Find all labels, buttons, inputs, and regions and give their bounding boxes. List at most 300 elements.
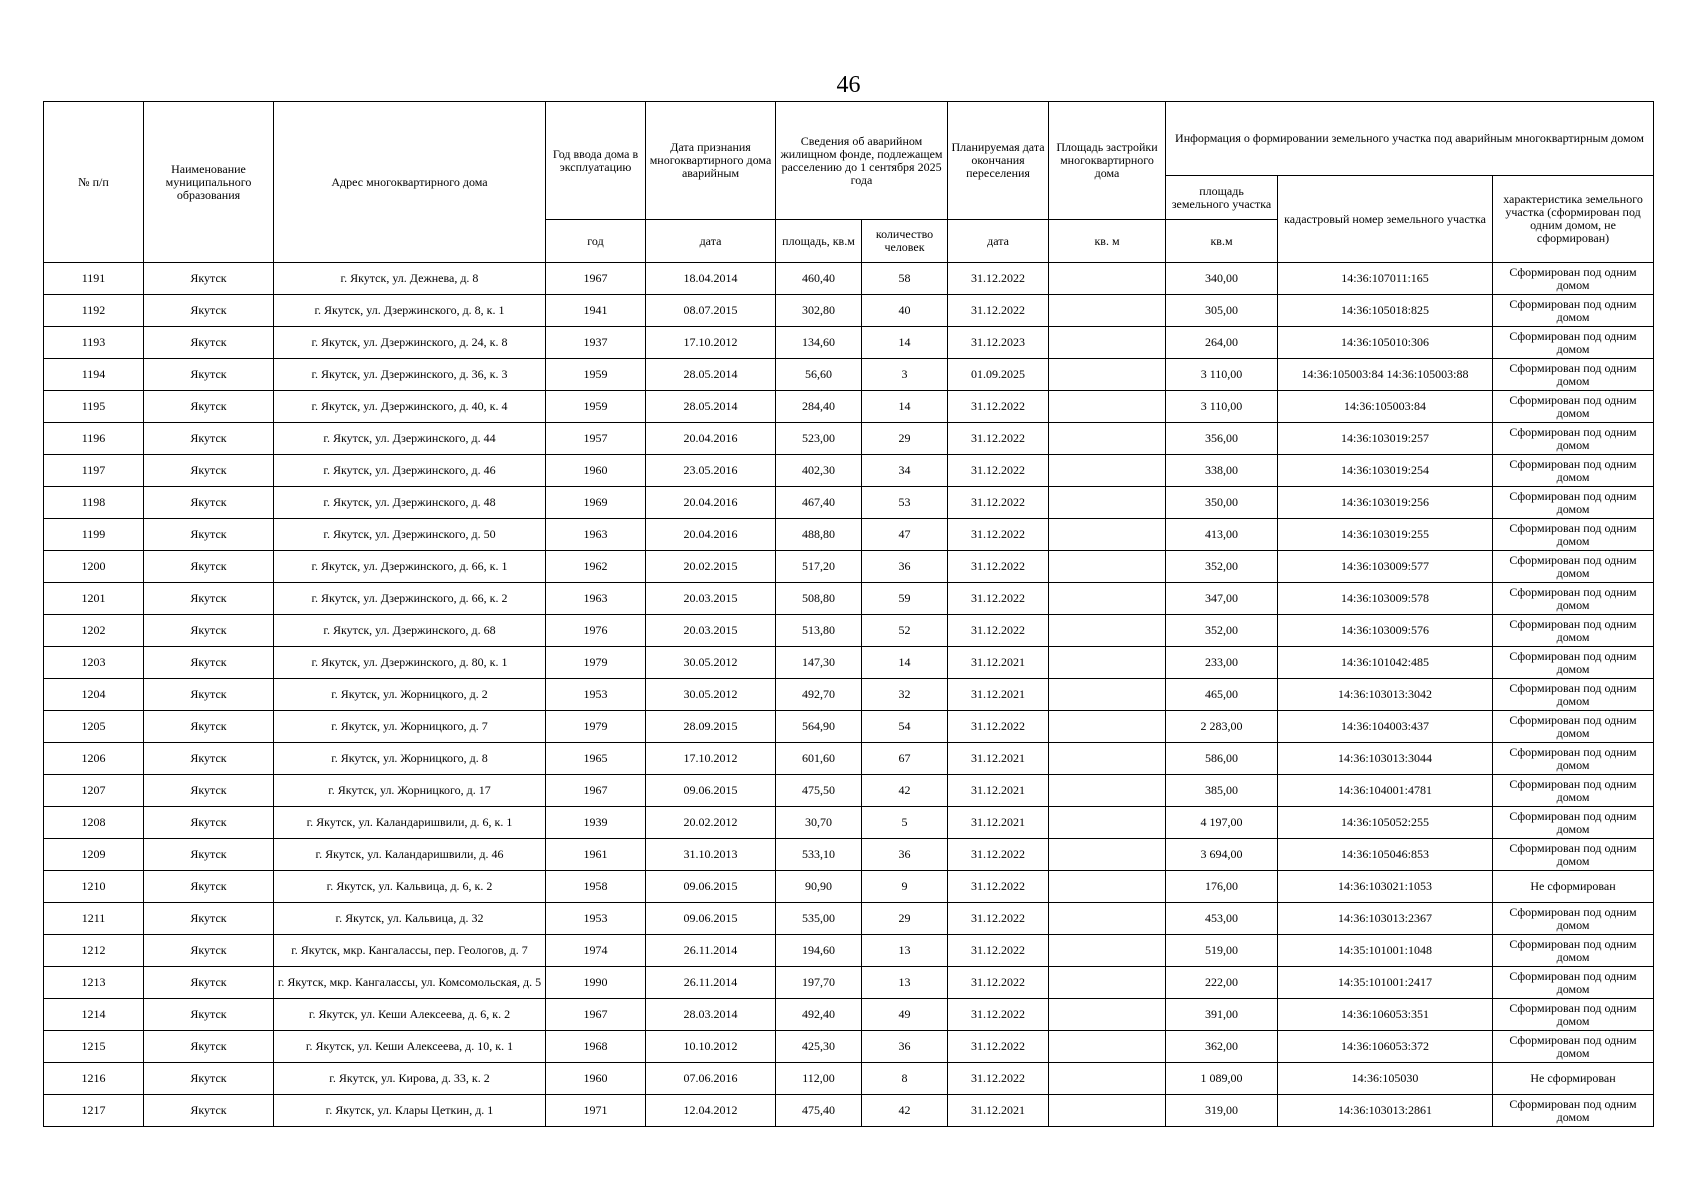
row-number: 1198 — [44, 487, 144, 519]
row-address: г. Якутск, ул. Жорницкого, д. 8 — [274, 743, 546, 775]
row-area: 488,80 — [776, 519, 862, 551]
row-planned-date: 31.12.2021 — [948, 807, 1049, 839]
row-number: 1197 — [44, 455, 144, 487]
row-planned-date: 31.12.2022 — [948, 391, 1049, 423]
row-people: 42 — [862, 1095, 948, 1127]
row-built-area — [1049, 967, 1166, 999]
table-row — [44, 679, 1654, 711]
row-year: 1960 — [546, 455, 646, 487]
row-built-area — [1049, 679, 1166, 711]
row-number: 1199 — [44, 519, 144, 551]
table-row — [44, 615, 1654, 647]
row-built-area — [1049, 519, 1166, 551]
row-municipality: Якутск — [144, 647, 274, 679]
row-built-area — [1049, 263, 1166, 295]
row-built-area — [1049, 647, 1166, 679]
row-area: 30,70 — [776, 807, 862, 839]
table-row — [44, 263, 1654, 295]
row-year: 1959 — [546, 359, 646, 391]
row-built-area — [1049, 871, 1166, 903]
row-area: 302,80 — [776, 295, 862, 327]
row-recognition-date: 28.09.2015 — [646, 711, 776, 743]
row-area: 535,00 — [776, 903, 862, 935]
row-cadastral-number: 14:36:104003:437 — [1278, 711, 1493, 743]
row-municipality: Якутск — [144, 583, 274, 615]
row-planned-date: 31.12.2022 — [948, 295, 1049, 327]
table-row — [44, 999, 1654, 1031]
row-recognition-date: 28.03.2014 — [646, 999, 776, 1031]
row-built-area — [1049, 1063, 1166, 1095]
row-land-area: 305,00 — [1166, 295, 1278, 327]
row-planned-date: 31.12.2022 — [948, 903, 1049, 935]
table-row — [44, 583, 1654, 615]
row-people: 14 — [862, 647, 948, 679]
row-recognition-date: 20.02.2012 — [646, 807, 776, 839]
row-cadastral-number: 14:35:101001:2417 — [1278, 967, 1493, 999]
row-recognition-date: 30.05.2012 — [646, 647, 776, 679]
row-recognition-date: 28.05.2014 — [646, 391, 776, 423]
row-address: г. Якутск, ул. Дзержинского, д. 44 — [274, 423, 546, 455]
row-land-characteristic: Сформирован под одним домом — [1493, 519, 1654, 551]
row-area: 147,30 — [776, 647, 862, 679]
row-land-area: 391,00 — [1166, 999, 1278, 1031]
row-cadastral-number: 14:36:105018:825 — [1278, 295, 1493, 327]
row-land-characteristic: Сформирован под одним домом — [1493, 615, 1654, 647]
row-year: 1968 — [546, 1031, 646, 1063]
row-people: 59 — [862, 583, 948, 615]
row-year: 1963 — [546, 583, 646, 615]
row-people: 13 — [862, 967, 948, 999]
row-land-area: 453,00 — [1166, 903, 1278, 935]
row-year: 1971 — [546, 1095, 646, 1127]
row-land-area: 586,00 — [1166, 743, 1278, 775]
table-row — [44, 295, 1654, 327]
row-cadastral-number: 14:36:101042:485 — [1278, 647, 1493, 679]
table-row — [44, 423, 1654, 455]
row-area: 112,00 — [776, 1063, 862, 1095]
row-municipality: Якутск — [144, 263, 274, 295]
row-recognition-date: 08.07.2015 — [646, 295, 776, 327]
row-people: 36 — [862, 551, 948, 583]
row-built-area — [1049, 999, 1166, 1031]
row-number: 1200 — [44, 551, 144, 583]
row-planned-date: 01.09.2025 — [948, 359, 1049, 391]
row-people: 53 — [862, 487, 948, 519]
row-area: 56,60 — [776, 359, 862, 391]
emergency-housing-table — [43, 101, 1654, 1127]
row-municipality: Якутск — [144, 551, 274, 583]
row-address: г. Якутск, ул. Дзержинского, д. 24, к. 8 — [274, 327, 546, 359]
row-planned-date: 31.12.2022 — [948, 711, 1049, 743]
row-year: 1959 — [546, 391, 646, 423]
row-area: 523,00 — [776, 423, 862, 455]
row-land-area: 1 089,00 — [1166, 1063, 1278, 1095]
row-number: 1203 — [44, 647, 144, 679]
row-people: 29 — [862, 423, 948, 455]
table-row — [44, 807, 1654, 839]
row-people: 67 — [862, 743, 948, 775]
table-row — [44, 711, 1654, 743]
header-municipality: Наименование муниципального образования — [144, 102, 274, 263]
row-built-area — [1049, 935, 1166, 967]
row-planned-date: 31.12.2021 — [948, 1095, 1049, 1127]
row-land-characteristic: Сформирован под одним домом — [1493, 647, 1654, 679]
row-recognition-date: 07.06.2016 — [646, 1063, 776, 1095]
row-planned-date: 31.12.2022 — [948, 1063, 1049, 1095]
row-land-area: 338,00 — [1166, 455, 1278, 487]
row-year: 1967 — [546, 775, 646, 807]
row-address: г. Якутск, ул. Кеши Алексеева, д. 10, к. 1 — [274, 1031, 546, 1063]
row-number: 1212 — [44, 935, 144, 967]
row-recognition-date: 09.06.2015 — [646, 871, 776, 903]
table-row — [44, 871, 1654, 903]
row-land-area: 413,00 — [1166, 519, 1278, 551]
row-cadastral-number: 14:36:103013:2367 — [1278, 903, 1493, 935]
table-row — [44, 519, 1654, 551]
row-recognition-date: 18.04.2014 — [646, 263, 776, 295]
table-row — [44, 839, 1654, 871]
row-planned-date: 31.12.2022 — [948, 551, 1049, 583]
table-row — [44, 1095, 1654, 1127]
row-people: 58 — [862, 263, 948, 295]
row-municipality: Якутск — [144, 391, 274, 423]
row-land-area: 222,00 — [1166, 967, 1278, 999]
row-address: г. Якутск, ул. Каландаришвили, д. 46 — [274, 839, 546, 871]
row-planned-date: 31.12.2022 — [948, 615, 1049, 647]
row-people: 3 — [862, 359, 948, 391]
table-row — [44, 327, 1654, 359]
row-planned-date: 31.12.2022 — [948, 967, 1049, 999]
row-area: 284,40 — [776, 391, 862, 423]
unit-people: количество человек — [862, 220, 948, 263]
row-land-characteristic: Сформирован под одним домом — [1493, 423, 1654, 455]
row-municipality: Якутск — [144, 839, 274, 871]
row-land-characteristic: Сформирован под одним домом — [1493, 583, 1654, 615]
row-address: г. Якутск, ул. Дзержинского, д. 46 — [274, 455, 546, 487]
row-cadastral-number: 14:36:107011:165 — [1278, 263, 1493, 295]
row-built-area — [1049, 807, 1166, 839]
row-area: 402,30 — [776, 455, 862, 487]
row-land-characteristic: Сформирован под одним домом — [1493, 775, 1654, 807]
row-built-area — [1049, 583, 1166, 615]
row-recognition-date: 09.06.2015 — [646, 903, 776, 935]
row-cadastral-number: 14:35:101001:1048 — [1278, 935, 1493, 967]
row-cadastral-number: 14:36:105003:84 14:36:105003:88 — [1278, 359, 1493, 391]
row-recognition-date: 20.04.2016 — [646, 423, 776, 455]
row-area: 194,60 — [776, 935, 862, 967]
row-year: 1979 — [546, 711, 646, 743]
row-area: 90,90 — [776, 871, 862, 903]
table-row — [44, 1031, 1654, 1063]
row-land-characteristic: Сформирован под одним домом — [1493, 967, 1654, 999]
table-row — [44, 551, 1654, 583]
row-recognition-date: 20.03.2015 — [646, 583, 776, 615]
row-year: 1974 — [546, 935, 646, 967]
row-number: 1217 — [44, 1095, 144, 1127]
header-recognition-date: Дата признания многоквартирного дома аварийным — [646, 102, 776, 220]
row-people: 40 — [862, 295, 948, 327]
row-built-area — [1049, 839, 1166, 871]
row-year: 1963 — [546, 519, 646, 551]
row-year: 1937 — [546, 327, 646, 359]
row-municipality: Якутск — [144, 903, 274, 935]
row-people: 42 — [862, 775, 948, 807]
row-recognition-date: 20.02.2015 — [646, 551, 776, 583]
row-number: 1191 — [44, 263, 144, 295]
row-municipality: Якутск — [144, 487, 274, 519]
row-area: 460,40 — [776, 263, 862, 295]
row-land-area: 4 197,00 — [1166, 807, 1278, 839]
row-number: 1205 — [44, 711, 144, 743]
row-municipality: Якутск — [144, 807, 274, 839]
unit-area: площадь, кв.м — [776, 220, 862, 263]
row-address: г. Якутск, ул. Жорницкого, д. 2 — [274, 679, 546, 711]
row-land-area: 362,00 — [1166, 1031, 1278, 1063]
row-people: 36 — [862, 839, 948, 871]
row-built-area — [1049, 1095, 1166, 1127]
row-planned-date: 31.12.2022 — [948, 839, 1049, 871]
table-row — [44, 903, 1654, 935]
row-land-area: 356,00 — [1166, 423, 1278, 455]
row-municipality: Якутск — [144, 711, 274, 743]
row-cadastral-number: 14:36:103009:576 — [1278, 615, 1493, 647]
row-people: 13 — [862, 935, 948, 967]
row-land-area: 3 110,00 — [1166, 359, 1278, 391]
row-cadastral-number: 14:36:103009:578 — [1278, 583, 1493, 615]
row-year: 1967 — [546, 263, 646, 295]
row-number: 1192 — [44, 295, 144, 327]
row-municipality: Якутск — [144, 999, 274, 1031]
row-cadastral-number: 14:36:103019:254 — [1278, 455, 1493, 487]
row-recognition-date: 10.10.2012 — [646, 1031, 776, 1063]
row-recognition-date: 20.04.2016 — [646, 487, 776, 519]
row-number: 1210 — [44, 871, 144, 903]
row-land-characteristic: Сформирован под одним домом — [1493, 935, 1654, 967]
row-number: 1207 — [44, 775, 144, 807]
row-area: 508,80 — [776, 583, 862, 615]
unit-year: год — [546, 220, 646, 263]
row-cadastral-number: 14:36:105046:853 — [1278, 839, 1493, 871]
row-land-area: 2 283,00 — [1166, 711, 1278, 743]
row-land-area: 233,00 — [1166, 647, 1278, 679]
row-municipality: Якутск — [144, 295, 274, 327]
row-municipality: Якутск — [144, 871, 274, 903]
header-number: № п/п — [44, 102, 144, 263]
unit-planned-date: дата — [948, 220, 1049, 263]
row-address: г. Якутск, ул. Дзержинского, д. 40, к. 4 — [274, 391, 546, 423]
row-land-characteristic: Сформирован под одним домом — [1493, 679, 1654, 711]
row-land-area: 319,00 — [1166, 1095, 1278, 1127]
row-recognition-date: 12.04.2012 — [646, 1095, 776, 1127]
row-municipality: Якутск — [144, 519, 274, 551]
row-land-characteristic: Сформирован под одним домом — [1493, 807, 1654, 839]
row-municipality: Якутск — [144, 967, 274, 999]
row-cadastral-number: 14:36:106053:372 — [1278, 1031, 1493, 1063]
row-land-area: 3 110,00 — [1166, 391, 1278, 423]
row-year: 1979 — [546, 647, 646, 679]
row-built-area — [1049, 487, 1166, 519]
row-built-area — [1049, 391, 1166, 423]
row-land-area: 352,00 — [1166, 615, 1278, 647]
row-year: 1953 — [546, 903, 646, 935]
row-cadastral-number: 14:36:105052:255 — [1278, 807, 1493, 839]
row-recognition-date: 20.03.2015 — [646, 615, 776, 647]
row-number: 1204 — [44, 679, 144, 711]
row-cadastral-number: 14:36:103021:1053 — [1278, 871, 1493, 903]
header-land-characteristic: характеристика земельного участка (сформирован под одним домом, не сформирован) — [1493, 176, 1654, 263]
header-built-area: Площадь застройки многоквартирного дома — [1049, 102, 1166, 220]
header-year: Год ввода дома в эксплуатацию — [546, 102, 646, 220]
row-area: 467,40 — [776, 487, 862, 519]
row-municipality: Якутск — [144, 615, 274, 647]
header-planned-date: Планируемая дата окончания переселения — [948, 102, 1049, 220]
row-municipality: Якутск — [144, 1095, 274, 1127]
row-land-characteristic: Сформирован под одним домом — [1493, 327, 1654, 359]
row-cadastral-number: 14:36:104001:4781 — [1278, 775, 1493, 807]
row-people: 47 — [862, 519, 948, 551]
row-people: 32 — [862, 679, 948, 711]
row-year: 1962 — [546, 551, 646, 583]
row-address: г. Якутск, ул. Кальвица, д. 6, к. 2 — [274, 871, 546, 903]
row-land-area: 465,00 — [1166, 679, 1278, 711]
row-year: 1969 — [546, 487, 646, 519]
row-address: г. Якутск, ул. Дзержинского, д. 68 — [274, 615, 546, 647]
row-recognition-date: 28.05.2014 — [646, 359, 776, 391]
header-address: Адрес многоквартирного дома — [274, 102, 546, 263]
row-planned-date: 31.12.2022 — [948, 423, 1049, 455]
table-row — [44, 647, 1654, 679]
row-land-area: 519,00 — [1166, 935, 1278, 967]
row-address: г. Якутск, ул. Кальвица, д. 32 — [274, 903, 546, 935]
row-land-characteristic: Сформирован под одним домом — [1493, 455, 1654, 487]
row-number: 1208 — [44, 807, 144, 839]
row-land-area: 347,00 — [1166, 583, 1278, 615]
row-land-characteristic: Сформирован под одним домом — [1493, 263, 1654, 295]
row-number: 1216 — [44, 1063, 144, 1095]
table-row — [44, 455, 1654, 487]
row-municipality: Якутск — [144, 455, 274, 487]
row-land-area: 340,00 — [1166, 263, 1278, 295]
row-municipality: Якутск — [144, 935, 274, 967]
row-cadastral-number: 14:36:103019:256 — [1278, 487, 1493, 519]
row-land-characteristic: Сформирован под одним домом — [1493, 391, 1654, 423]
row-year: 1990 — [546, 967, 646, 999]
row-recognition-date: 20.04.2016 — [646, 519, 776, 551]
row-number: 1206 — [44, 743, 144, 775]
row-cadastral-number: 14:36:103013:2861 — [1278, 1095, 1493, 1127]
row-address: г. Якутск, мкр. Кангалассы, пер. Геологов, д. 7 — [274, 935, 546, 967]
row-built-area — [1049, 295, 1166, 327]
row-year: 1961 — [546, 839, 646, 871]
row-built-area — [1049, 455, 1166, 487]
row-address: г. Якутск, ул. Дежнева, д. 8 — [274, 263, 546, 295]
row-municipality: Якутск — [144, 743, 274, 775]
row-recognition-date: 09.06.2015 — [646, 775, 776, 807]
row-land-area: 176,00 — [1166, 871, 1278, 903]
table-body — [44, 263, 1654, 1127]
row-planned-date: 31.12.2022 — [948, 455, 1049, 487]
row-number: 1196 — [44, 423, 144, 455]
row-year: 1976 — [546, 615, 646, 647]
row-area: 513,80 — [776, 615, 862, 647]
row-cadastral-number: 14:36:103013:3042 — [1278, 679, 1493, 711]
row-land-area: 264,00 — [1166, 327, 1278, 359]
row-year: 1941 — [546, 295, 646, 327]
row-land-area: 3 694,00 — [1166, 839, 1278, 871]
row-land-characteristic: Сформирован под одним домом — [1493, 487, 1654, 519]
row-number: 1194 — [44, 359, 144, 391]
row-planned-date: 31.12.2021 — [948, 775, 1049, 807]
row-planned-date: 31.12.2022 — [948, 583, 1049, 615]
row-address: г. Якутск, ул. Дзержинского, д. 66, к. 2 — [274, 583, 546, 615]
row-planned-date: 31.12.2022 — [948, 871, 1049, 903]
row-people: 14 — [862, 391, 948, 423]
table-row — [44, 487, 1654, 519]
row-number: 1195 — [44, 391, 144, 423]
row-year: 1953 — [546, 679, 646, 711]
row-area: 492,70 — [776, 679, 862, 711]
row-number: 1209 — [44, 839, 144, 871]
row-people: 52 — [862, 615, 948, 647]
row-land-characteristic: Не сформирован — [1493, 871, 1654, 903]
row-number: 1213 — [44, 967, 144, 999]
row-land-area: 385,00 — [1166, 775, 1278, 807]
row-built-area — [1049, 423, 1166, 455]
row-land-characteristic: Сформирован под одним домом — [1493, 551, 1654, 583]
table-header — [44, 102, 1654, 263]
row-land-characteristic: Сформирован под одним домом — [1493, 1095, 1654, 1127]
row-built-area — [1049, 615, 1166, 647]
header-land-info: Информация о формировании земельного участка под аварийным многоквартирным домом — [1166, 102, 1654, 176]
row-land-characteristic: Сформирован под одним домом — [1493, 839, 1654, 871]
header-emergency-fund: Сведения об аварийном жилищном фонде, подлежащем расселению до 1 сентября 2025 года — [776, 102, 948, 220]
row-people: 34 — [862, 455, 948, 487]
row-planned-date: 31.12.2021 — [948, 679, 1049, 711]
row-planned-date: 31.12.2022 — [948, 519, 1049, 551]
row-people: 8 — [862, 1063, 948, 1095]
row-area: 197,70 — [776, 967, 862, 999]
row-land-characteristic: Сформирован под одним домом — [1493, 903, 1654, 935]
row-municipality: Якутск — [144, 1031, 274, 1063]
table-row — [44, 935, 1654, 967]
row-built-area — [1049, 1031, 1166, 1063]
unit-date: дата — [646, 220, 776, 263]
row-land-characteristic: Сформирован под одним домом — [1493, 711, 1654, 743]
row-planned-date: 31.12.2022 — [948, 999, 1049, 1031]
row-built-area — [1049, 551, 1166, 583]
row-year: 1965 — [546, 743, 646, 775]
row-address: г. Якутск, ул. Кирова, д. 33, к. 2 — [274, 1063, 546, 1095]
row-cadastral-number: 14:36:103019:257 — [1278, 423, 1493, 455]
row-number: 1215 — [44, 1031, 144, 1063]
row-recognition-date: 31.10.2013 — [646, 839, 776, 871]
row-address: г. Якутск, ул. Дзержинского, д. 48 — [274, 487, 546, 519]
row-land-characteristic: Сформирован под одним домом — [1493, 1031, 1654, 1063]
row-built-area — [1049, 327, 1166, 359]
row-address: г. Якутск, ул. Клары Цеткин, д. 1 — [274, 1095, 546, 1127]
row-address: г. Якутск, ул. Дзержинского, д. 50 — [274, 519, 546, 551]
row-people: 54 — [862, 711, 948, 743]
row-land-area: 350,00 — [1166, 487, 1278, 519]
row-municipality: Якутск — [144, 423, 274, 455]
row-recognition-date: 26.11.2014 — [646, 935, 776, 967]
row-recognition-date: 23.05.2016 — [646, 455, 776, 487]
row-year: 1958 — [546, 871, 646, 903]
row-area: 492,40 — [776, 999, 862, 1031]
row-recognition-date: 30.05.2012 — [646, 679, 776, 711]
row-area: 475,40 — [776, 1095, 862, 1127]
row-municipality: Якутск — [144, 327, 274, 359]
